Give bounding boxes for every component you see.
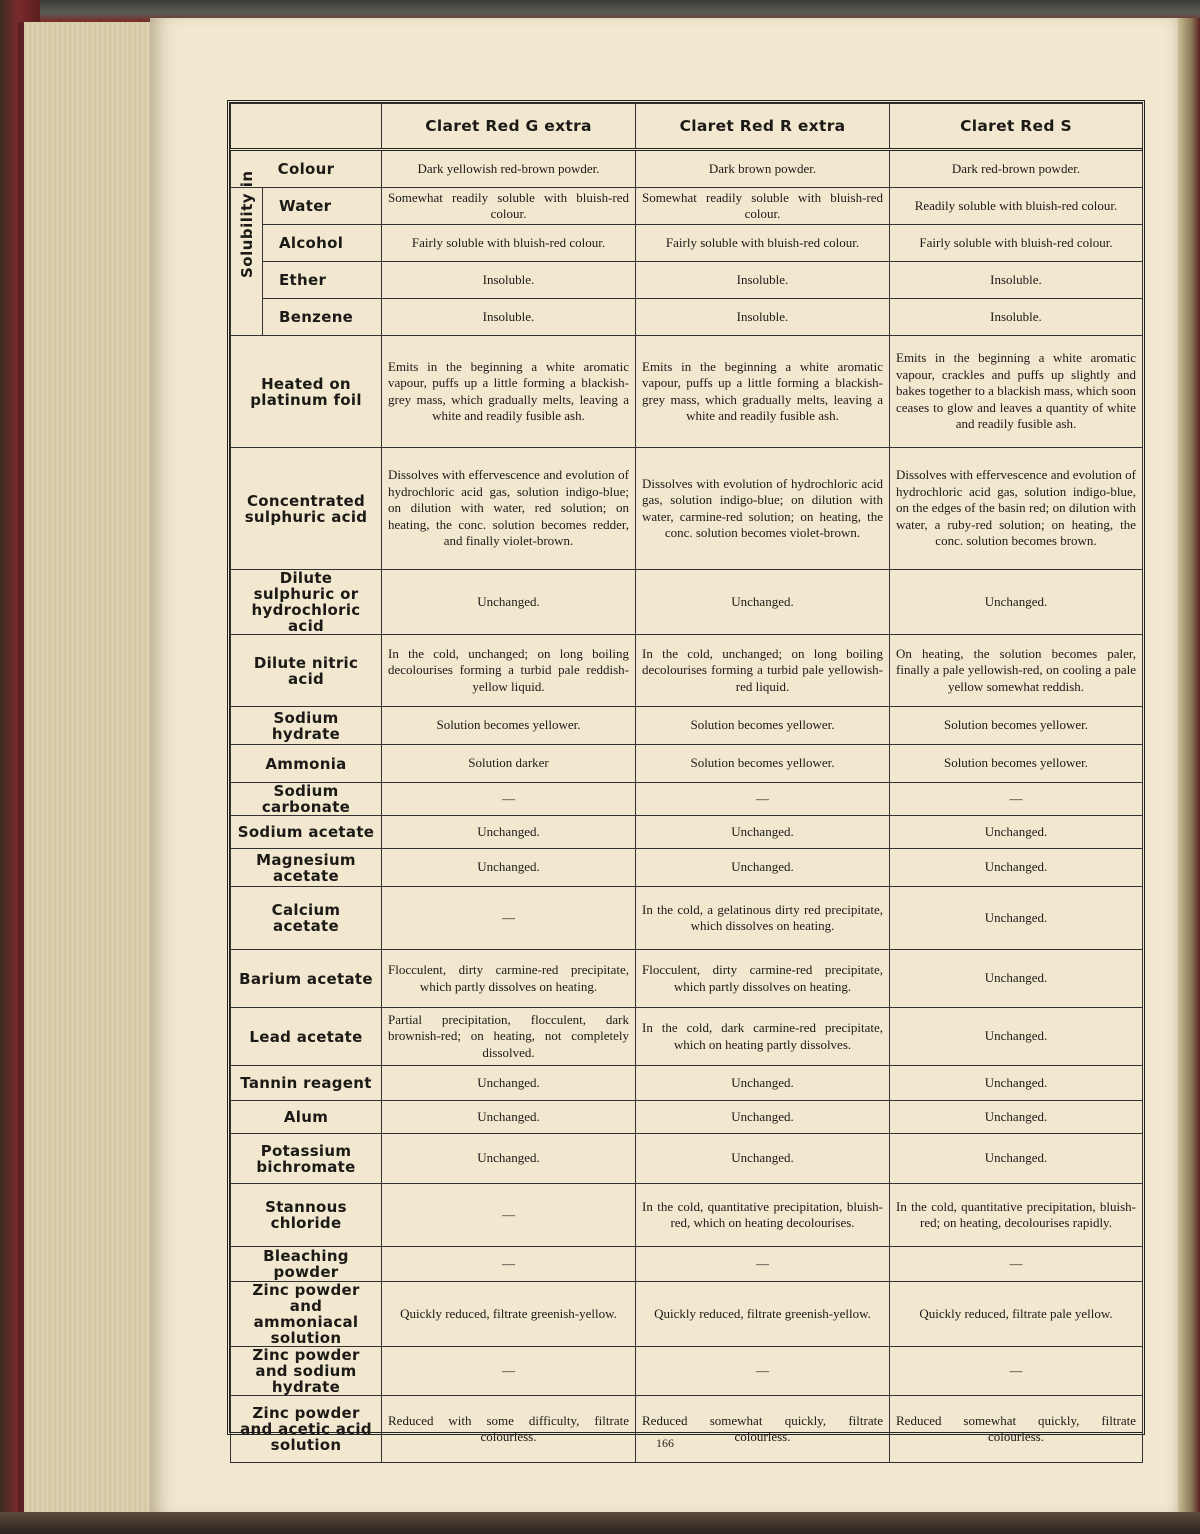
cell-value: Flocculent, dirty carmine-red precipitate, which partly dissolves on heating.: [382, 950, 636, 1008]
cell-value: —: [636, 783, 890, 816]
cell-value: Unchanged.: [382, 816, 636, 849]
cell-value: Unchanged.: [890, 816, 1143, 849]
cell-value: —: [636, 1247, 890, 1282]
table-row: [231, 262, 1143, 299]
table-row: [231, 1008, 1143, 1066]
cell-value: Emits in the beginning a white aromatic vapour, puffs up a little forming a blackish-grey mass, which gradually melts, leaving a white and readily fusible ash.: [382, 336, 636, 448]
table-row: [231, 1101, 1143, 1134]
cell-value: Fairly soluble with bluish-red colour.: [382, 225, 636, 262]
cell-value: Unchanged.: [890, 1008, 1143, 1066]
book-bottom-edge: [0, 1512, 1200, 1534]
cell-value: Unchanged.: [382, 570, 636, 635]
row-label: Sodium hydrate: [231, 707, 382, 745]
cell-value: Reduced somewhat quickly, filtrate colourless.: [890, 1396, 1143, 1463]
table-row: [231, 1184, 1143, 1247]
table-body: [231, 150, 1143, 1463]
cell-value: Somewhat readily soluble with bluish-red colour.: [382, 188, 636, 225]
table-row: [231, 1247, 1143, 1282]
cell-value: Quickly reduced, filtrate greenish-yellow.: [636, 1282, 890, 1347]
cell-value: Unchanged.: [382, 1134, 636, 1184]
row-label: Calcium acetate: [231, 887, 382, 950]
cell-value: Insoluble.: [382, 262, 636, 299]
cell-value: —: [890, 1247, 1143, 1282]
row-label: Tannin reagent: [231, 1066, 382, 1101]
row-label: Colour: [231, 150, 382, 188]
dye-reaction-table: [230, 103, 1143, 1463]
table-row: [231, 570, 1143, 635]
table-row: [231, 707, 1143, 745]
solubility-group-text: Solubility in: [238, 169, 256, 278]
column-header: Claret Red S: [890, 104, 1143, 150]
table-row: [231, 950, 1143, 1008]
row-label: Alcohol: [263, 225, 382, 262]
table-row: [231, 150, 1143, 188]
row-label: Ammonia: [231, 745, 382, 783]
page-right-edge: [1178, 18, 1200, 1518]
cell-value: Unchanged.: [382, 1101, 636, 1134]
cell-value: Dissolves with effervescence and evolution of hydrochloric acid gas, solution indigo-blue, on the edges of the basin red; on dilution with water, a ruby-red solution; on heating, the conc. solution becomes brown.: [890, 448, 1143, 570]
cell-value: In the cold, unchanged; on long boiling decolourises forming a turbid pale yellowish-red liquid.: [636, 635, 890, 707]
row-label: Zinc powder and ammoniacal solution: [231, 1282, 382, 1347]
cell-value: —: [890, 783, 1143, 816]
cell-value: Partial precipitation, flocculent, dark brownish-red; on heating, not completely dissolved.: [382, 1008, 636, 1066]
table-row: [231, 745, 1143, 783]
cell-value: Flocculent, dirty carmine-red precipitate, which partly dissolves on heating.: [636, 950, 890, 1008]
row-label: Sodium carbonate: [231, 783, 382, 816]
table-row: [231, 1134, 1143, 1184]
cell-value: Insoluble.: [636, 299, 890, 336]
table-row: [231, 299, 1143, 336]
cell-value: Dissolves with evolution of hydrochloric acid gas, solution indigo-blue; on dilution with water, carmine-red solution; on heating, the conc. solution becomes violet-brown.: [636, 448, 890, 570]
cell-value: Dark yellowish red-brown powder.: [382, 150, 636, 188]
table-row: [231, 635, 1143, 707]
row-label: Barium acetate: [231, 950, 382, 1008]
row-label: Alum: [231, 1101, 382, 1134]
cell-value: Unchanged.: [890, 887, 1143, 950]
column-header: Claret Red G extra: [382, 104, 636, 150]
row-label: Lead acetate: [231, 1008, 382, 1066]
row-label: Ether: [263, 262, 382, 299]
cell-value: Solution becomes yellower.: [890, 707, 1143, 745]
cell-value: Reduced with some difficulty, filtrate colourless.: [382, 1396, 636, 1463]
cell-value: Unchanged.: [382, 1066, 636, 1101]
cell-value: Unchanged.: [636, 570, 890, 635]
cell-value: Insoluble.: [636, 262, 890, 299]
cell-value: Insoluble.: [890, 299, 1143, 336]
cell-value: Dark red-brown powder.: [890, 150, 1143, 188]
table-row: [231, 188, 1143, 225]
solubility-group-label: [231, 169, 263, 336]
table-row: [231, 225, 1143, 262]
cell-value: Unchanged.: [890, 950, 1143, 1008]
cell-value: —: [382, 1184, 636, 1247]
cell-value: Unchanged.: [382, 849, 636, 887]
cell-value: Unchanged.: [636, 1101, 890, 1134]
cell-value: —: [382, 783, 636, 816]
page-stack-edges: [18, 22, 160, 1512]
cell-value: Emits in the beginning a white aromatic vapour, puffs up a little forming a blackish-grey mass, which gradually melts, leaving a white and readily fusible ash.: [636, 336, 890, 448]
cell-value: Unchanged.: [636, 1066, 890, 1101]
cell-value: —: [382, 887, 636, 950]
cell-value: Quickly reduced, filtrate greenish-yellow.: [382, 1282, 636, 1347]
cell-value: Emits in the beginning a white aromatic vapour, crackles and puffs up slightly and bakes together to a blackish mass, which soon ceases to glow and leaves a quantity of white and readily fusible ash.: [890, 336, 1143, 448]
cell-value: Unchanged.: [890, 570, 1143, 635]
cell-value: Solution becomes yellower.: [890, 745, 1143, 783]
cell-value: —: [890, 1347, 1143, 1396]
row-label: Bleaching powder: [231, 1247, 382, 1282]
cell-value: Unchanged.: [890, 1066, 1143, 1101]
cell-value: Solution becomes yellower.: [382, 707, 636, 745]
cell-value: In the cold, dark carmine-red precipitate, which on heating partly dissolves.: [636, 1008, 890, 1066]
cell-value: —: [382, 1247, 636, 1282]
cell-value: Readily soluble with bluish-red colour.: [890, 188, 1143, 225]
cell-value: Dissolves with effervescence and evolution of hydrochloric acid gas, solution indigo-blue; on dilution with water, red solution; on heating, the conc. solution becomes redder, and finally violet-brown.: [382, 448, 636, 570]
row-label: Dilute sulphuric or hydrochloric acid: [231, 570, 382, 635]
table-row: [231, 1347, 1143, 1396]
page-number: 166: [656, 1436, 674, 1450]
cell-value: Insoluble.: [382, 299, 636, 336]
cell-value: Solution becomes yellower.: [636, 707, 890, 745]
cell-value: Dark brown powder.: [636, 150, 890, 188]
cell-value: Solution darker: [382, 745, 636, 783]
cell-value: —: [636, 1347, 890, 1396]
cell-value: Fairly soluble with bluish-red colour.: [890, 225, 1143, 262]
row-label: Zinc powder and sodium hydrate: [231, 1347, 382, 1396]
cell-value: In the cold, a gelatinous dirty red precipitate, which dissolves on heating.: [636, 887, 890, 950]
row-label: Magnesium acetate: [231, 849, 382, 887]
cell-value: —: [382, 1347, 636, 1396]
row-label: Concentrated sulphuric acid: [231, 448, 382, 570]
cell-value: Unchanged.: [636, 816, 890, 849]
row-label: Heated on platinum foil: [231, 336, 382, 448]
row-label: Zinc powder and acetic acid solution: [231, 1396, 382, 1463]
column-header: Claret Red R extra: [636, 104, 890, 150]
table-row: [231, 336, 1143, 448]
cell-value: Insoluble.: [890, 262, 1143, 299]
table-header-row: [231, 104, 1143, 150]
row-label: Benzene: [263, 299, 382, 336]
header-corner-cell: [231, 104, 382, 150]
cell-value: On heating, the solution becomes paler, finally a pale yellowish-red, on cooling a pale yellow somewhat reddish.: [890, 635, 1143, 707]
cell-value: Reduced somewhat quickly, filtrate colourless.: [636, 1396, 890, 1463]
cell-value: Unchanged.: [890, 1101, 1143, 1134]
cell-value: In the cold, quantitative precipitation, bluish-red; on heating, decolourises rapidly.: [890, 1184, 1143, 1247]
table-row: [231, 887, 1143, 950]
cell-value: Unchanged.: [636, 1134, 890, 1184]
row-label: Stannous chloride: [231, 1184, 382, 1247]
cell-value: In the cold, unchanged; on long boiling decolourises forming a turbid pale reddish-yellow liquid.: [382, 635, 636, 707]
table-row: [231, 1396, 1143, 1463]
cell-value: Unchanged.: [890, 1134, 1143, 1184]
table-row: [231, 448, 1143, 570]
row-label: Dilute nitric acid: [231, 635, 382, 707]
book-page: [150, 18, 1180, 1514]
table-row: [231, 783, 1143, 816]
table-row: [231, 1282, 1143, 1347]
cell-value: Somewhat readily soluble with bluish-red colour.: [636, 188, 890, 225]
cell-value: In the cold, quantitative precipitation, bluish-red, which on heating decolourises.: [636, 1184, 890, 1247]
cell-value: Unchanged.: [636, 849, 890, 887]
cell-value: Quickly reduced, filtrate pale yellow.: [890, 1282, 1143, 1347]
cell-value: Fairly soluble with bluish-red colour.: [636, 225, 890, 262]
row-label: Water: [263, 188, 382, 225]
table-row: [231, 849, 1143, 887]
cell-value: Unchanged.: [890, 849, 1143, 887]
table-row: [231, 816, 1143, 849]
table-row: [231, 1066, 1143, 1101]
cell-value: Solution becomes yellower.: [636, 745, 890, 783]
row-label: Sodium acetate: [231, 816, 382, 849]
row-label: Potassium bichromate: [231, 1134, 382, 1184]
